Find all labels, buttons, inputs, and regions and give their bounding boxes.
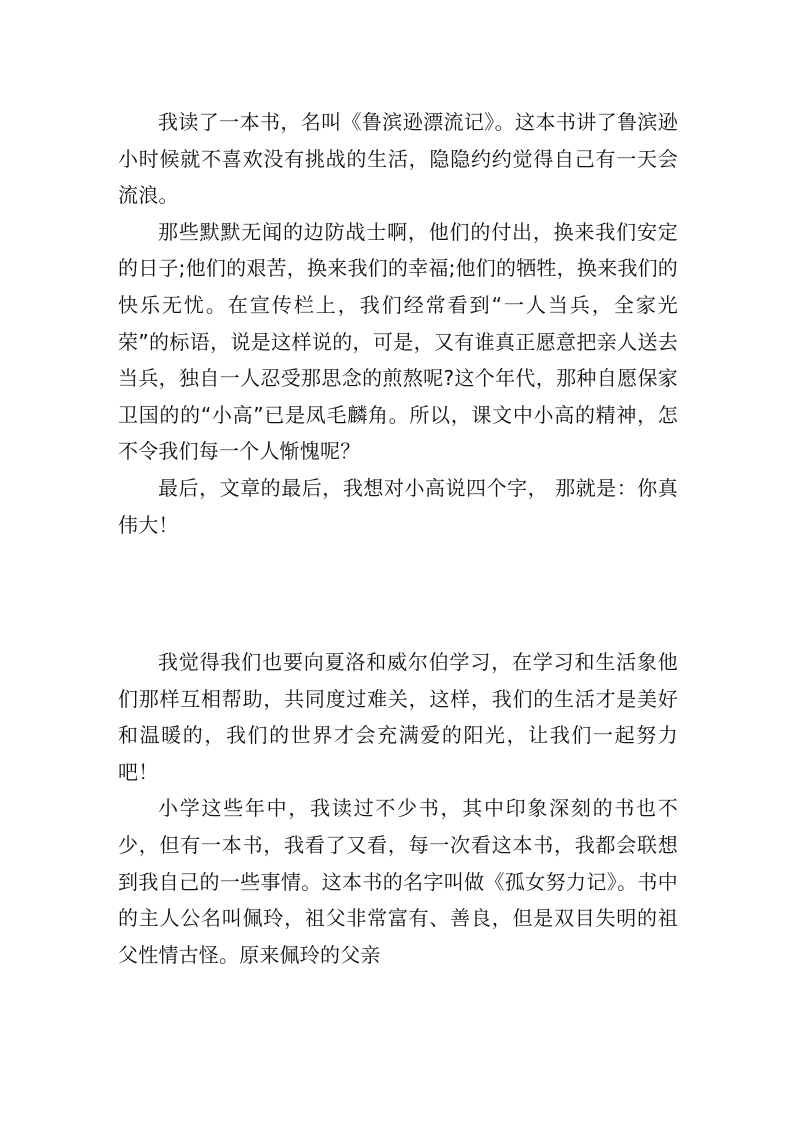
paragraph: 最后，文章的最后，我想对小高说四个字， 那就是：你真伟大！: [118, 475, 678, 537]
paragraph: 我觉得我们也要向夏洛和威尔伯学习，在学习和生活象他们那样互相帮助，共同度过难关，这样，我们的生活才是美好和温暖的，我们的世界才会充满爱的阳光，让我们一起努力吧！: [118, 650, 678, 784]
paragraph: 那些默默无闻的边防战士啊，他们的付出，换来我们安定的日子;他们的艰苦，换来我们的幸福;他们的牺牲，换来我们的快乐无忧。在宣传栏上，我们经常看到“一人当兵，全家光荣”的标语，说是这样说的，可是，又有谁真正愿意把亲人送去当兵，独自一人忍受那思念的煎熬呢?这个年代，那种自愿保家卫国的的“小高”已是凤毛麟角。所以，课文中小高的精神，怎不令我们每一个人惭愧呢？: [118, 219, 678, 464]
paragraph: 小学这些年中，我读过不少书，其中印象深刻的书也不少，但有一本书，我看了又看，每一次看这本书，我都会联想到我自己的一些事情。这本书的名字叫做《孤女努力记》。书中的主人公名叫佩玲，祖父非常富有、善良，但是双目失明的祖父性情古怪。原来佩玲的父亲: [118, 796, 678, 967]
text-section-1: [118, 104, 678, 543]
paragraph: 我读了一本书，名叫《鲁滨逊漂流记》。这本书讲了鲁滨逊小时候就不喜欢没有挑战的生活，隐隐约约觉得自己有一天会流浪。: [118, 110, 678, 208]
text-section-2: [118, 644, 678, 973]
